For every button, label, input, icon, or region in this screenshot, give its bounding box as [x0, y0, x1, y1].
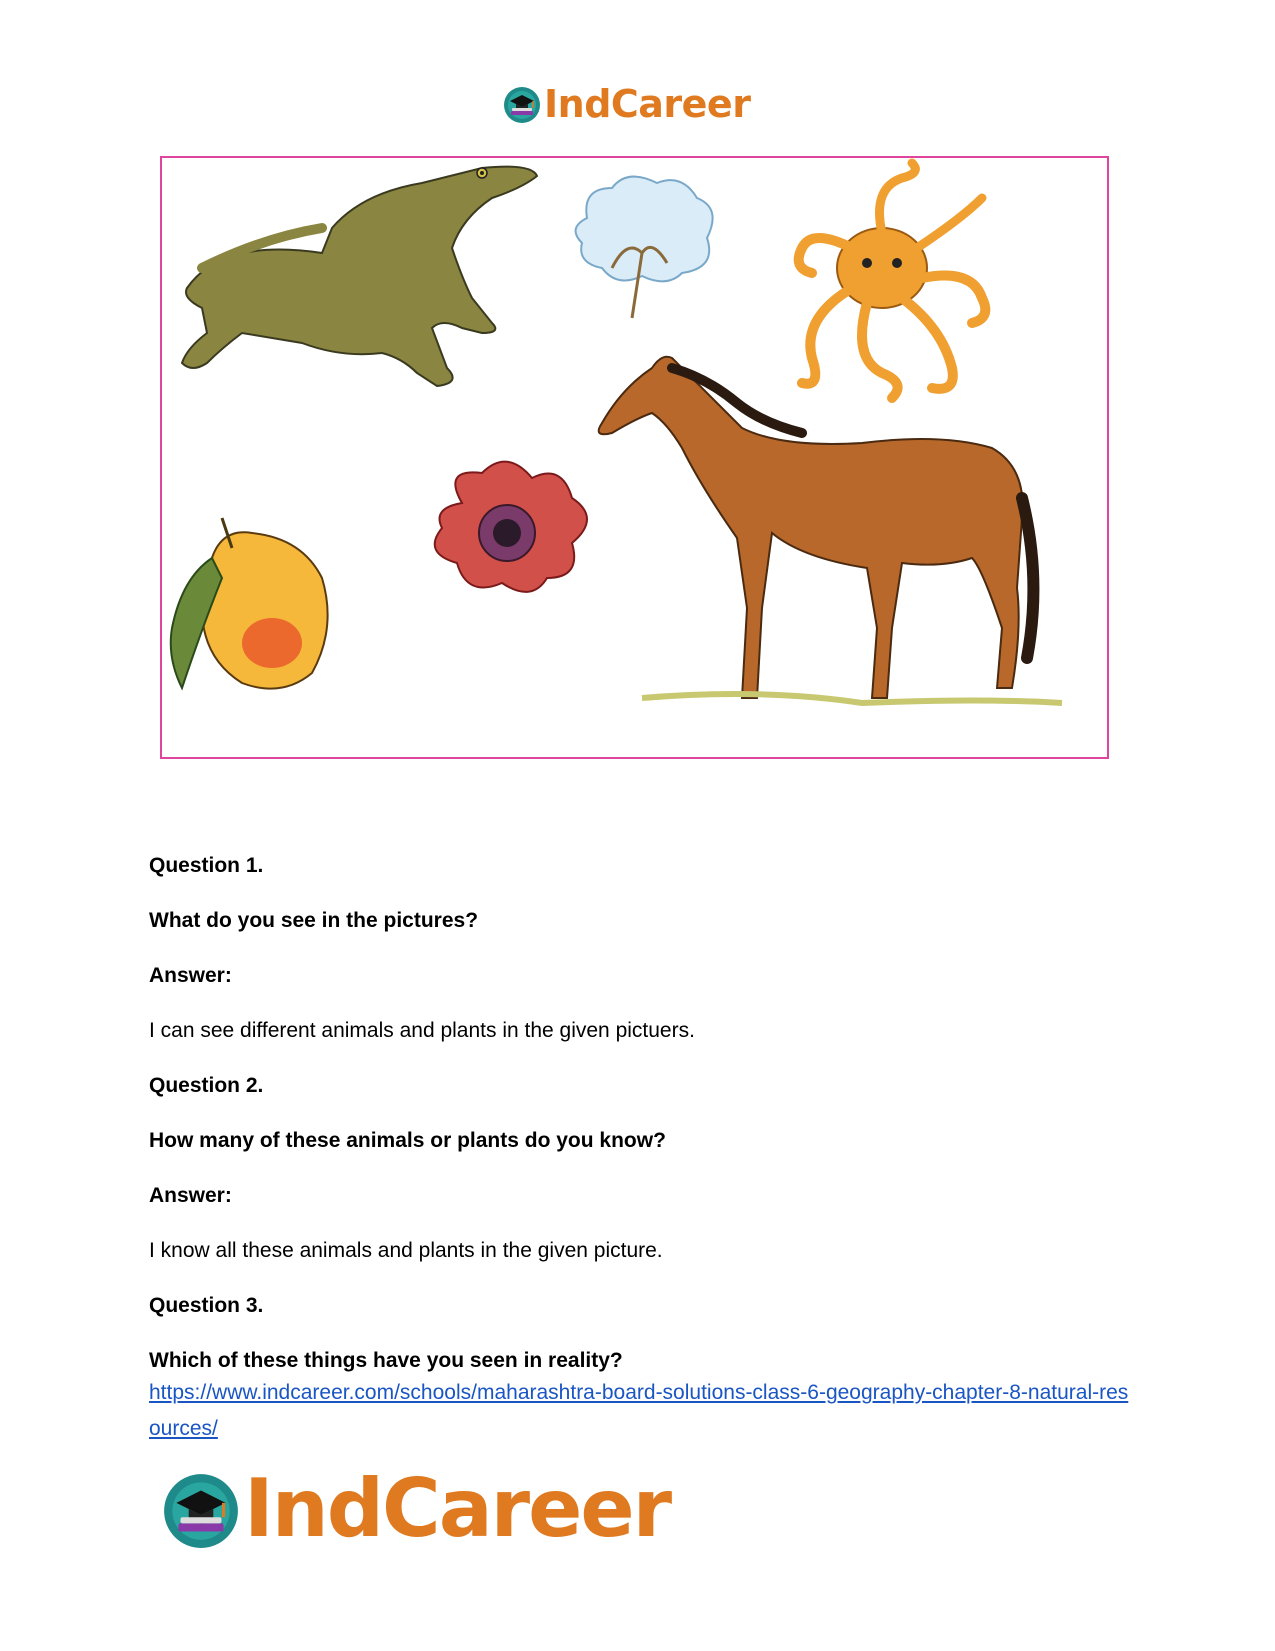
footer-logo: [160, 1464, 700, 1554]
illustration-canvas: [162, 158, 1107, 757]
horse-illustration: [599, 357, 1062, 703]
question-3-text: Which of these things have you seen in reality?: [149, 1349, 623, 1372]
header-logo-text: IndCareer: [544, 82, 751, 126]
question-2-text: How many of these animals or plants do you know?: [149, 1129, 666, 1152]
rafflesia-flower-illustration: [435, 462, 587, 592]
answer-2-text: I know all these animals and plants in the given picture.: [149, 1239, 663, 1262]
answer-1-text: I can see different animals and plants in the given pictuers.: [149, 1019, 695, 1042]
cotton-boll-illustration: [576, 177, 713, 318]
graduation-cap-book-icon: [502, 84, 542, 124]
graduation-cap-book-icon: [160, 1468, 242, 1550]
answer-1-label: Answer:: [149, 964, 232, 987]
question-3-label: Question 3.: [149, 1294, 264, 1317]
question-1-label: Question 1.: [149, 854, 264, 877]
answer-2-label: Answer:: [149, 1184, 232, 1207]
mango-illustration: [171, 518, 328, 689]
illustration-figure: [160, 156, 1109, 759]
footer-logo-text: IndCareer: [244, 1462, 671, 1555]
header-logo: [502, 80, 772, 128]
monitor-lizard-illustration: [182, 167, 537, 386]
source-link[interactable]: https://www.indcareer.com/schools/maharashtra-board-solutions-class-6-geography-chapter-8-natural-resources/: [149, 1381, 1129, 1440]
question-2-label: Question 2.: [149, 1074, 264, 1097]
qa-section: [149, 852, 1129, 1447]
octopus-illustration: [799, 163, 986, 398]
question-1-text: What do you see in the pictures?: [149, 909, 479, 932]
